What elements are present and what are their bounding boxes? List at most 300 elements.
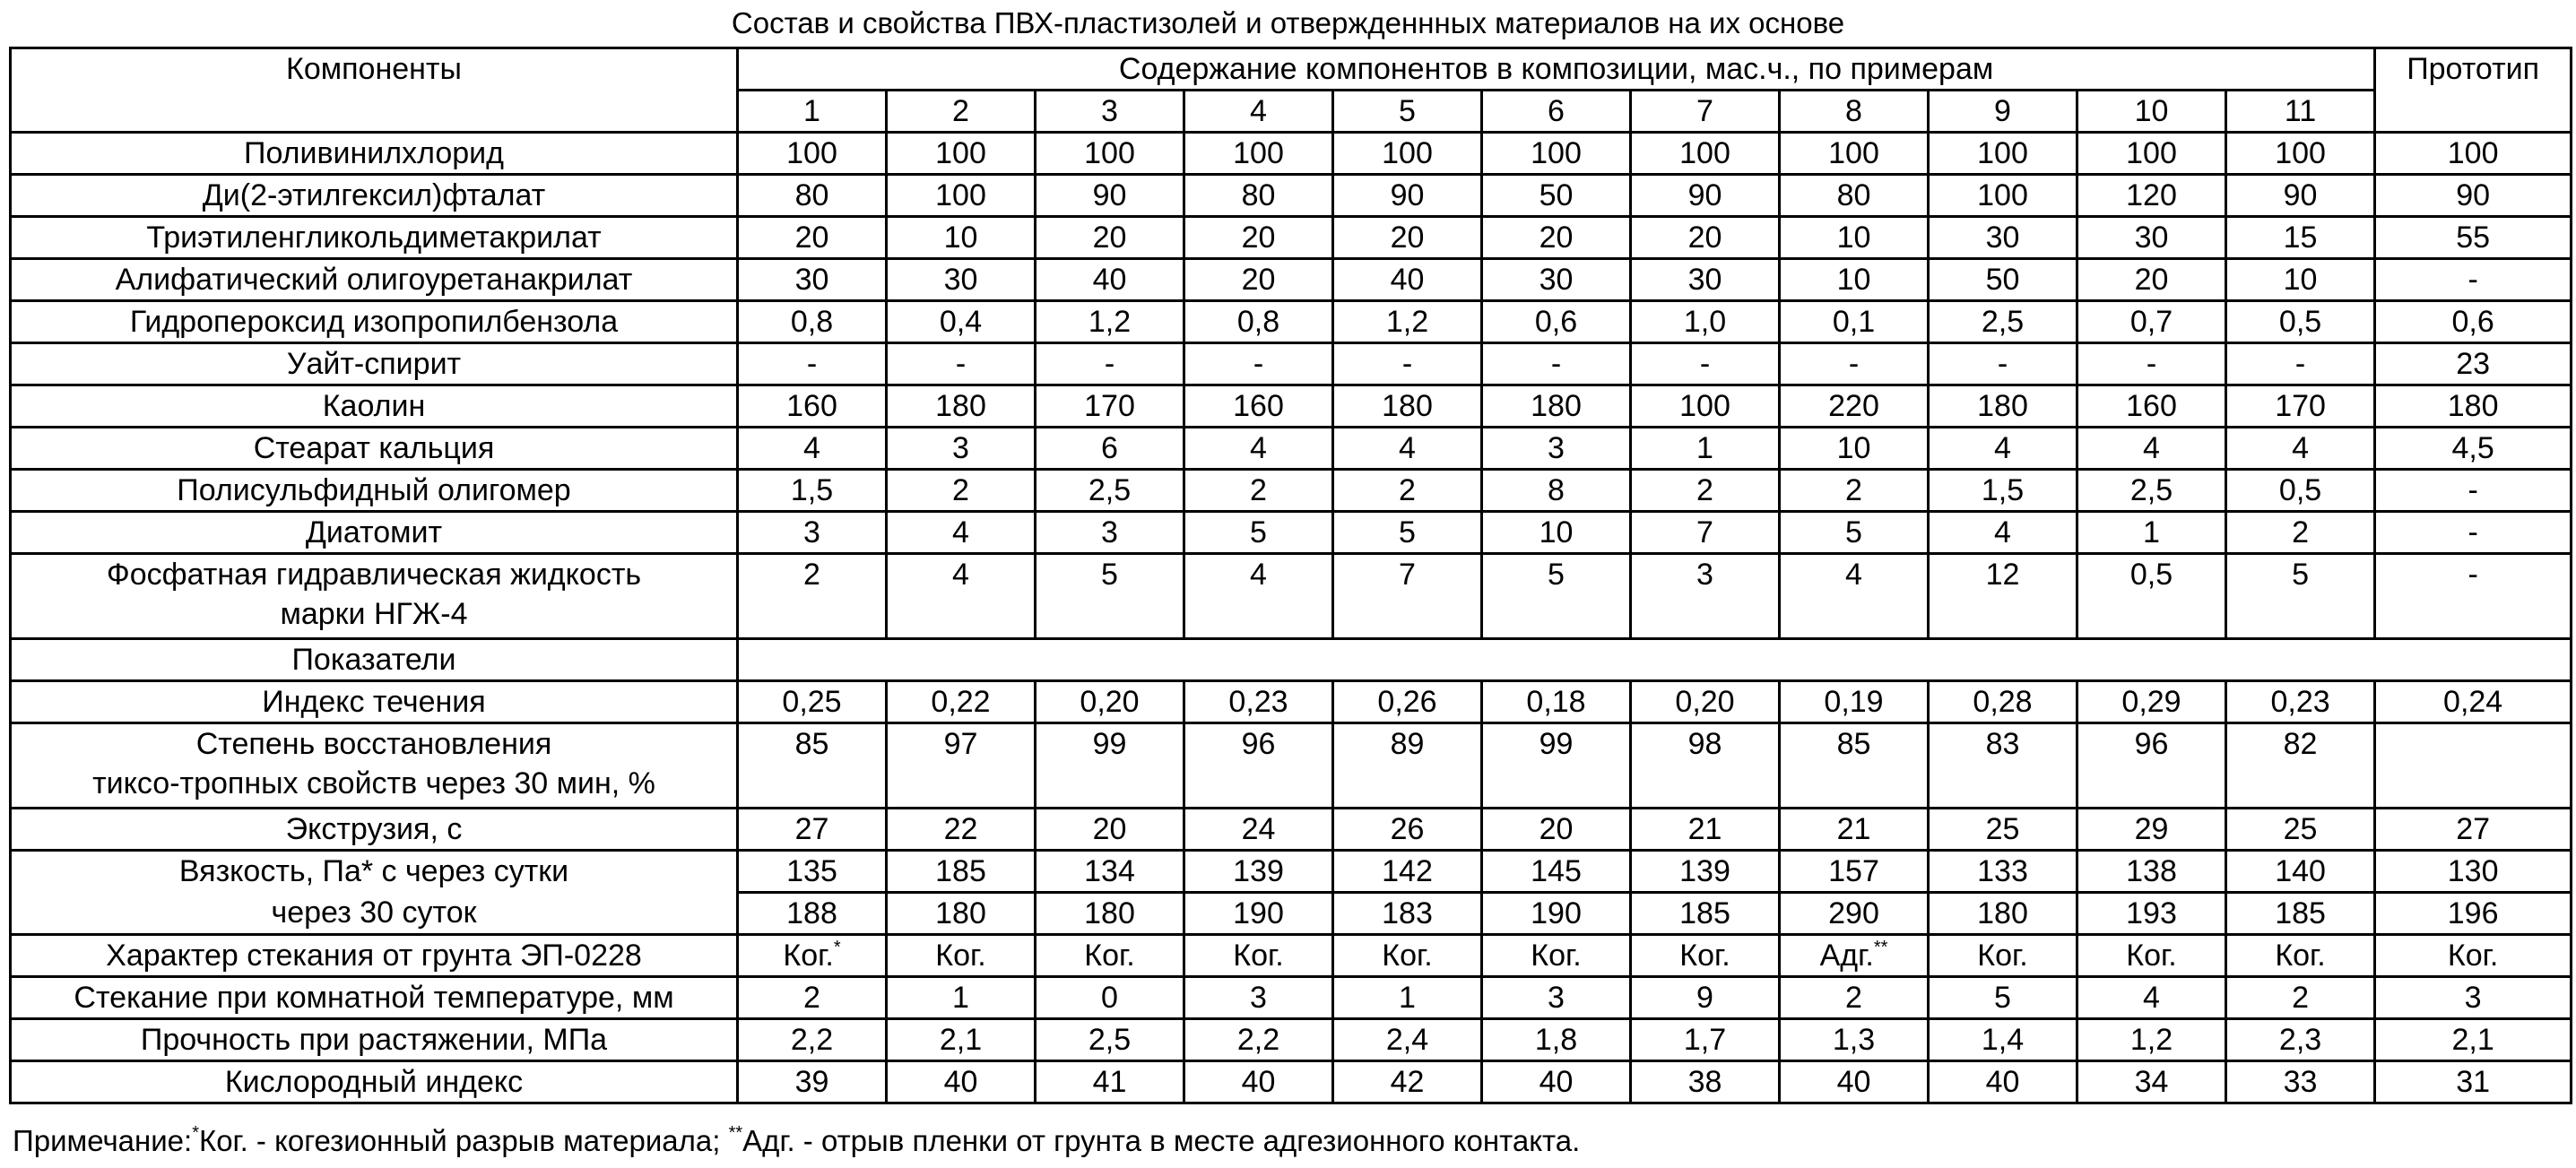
- row-label: Гидропероксид изопропилбензола: [11, 301, 738, 343]
- value-cell: 139: [1184, 851, 1333, 893]
- value-cell: 99: [1482, 723, 1631, 809]
- value-cell: 190: [1482, 893, 1631, 935]
- value-cell: 34: [2077, 1061, 2226, 1103]
- row-label: Прочность при растяжении, МПа: [11, 1019, 738, 1061]
- value-cell: 170: [1036, 385, 1184, 428]
- value-cell: 0,22: [887, 681, 1036, 723]
- value-text: Ког.: [2275, 939, 2326, 973]
- indicators-label: Показатели: [11, 639, 738, 681]
- value-cell: 220: [1780, 385, 1929, 428]
- value-cell: 100: [1482, 133, 1631, 175]
- value-cell: 3: [1184, 977, 1333, 1019]
- composition-table: [9, 47, 2572, 1104]
- value-cell: 21: [1631, 809, 1780, 851]
- value-cell: 10: [2226, 259, 2375, 301]
- value-cell: 2,3: [2226, 1019, 2375, 1061]
- row-label: Характер стекания от грунта ЭП-0228: [11, 935, 738, 977]
- value-text: Ког.: [1084, 939, 1135, 973]
- value-cell: 2,5: [1036, 1019, 1184, 1061]
- value-cell: 2: [1333, 470, 1482, 512]
- indicator-row: [11, 1061, 2572, 1103]
- row-label: Алифатический олигоуретанакрилат: [11, 259, 738, 301]
- value-cell: 80: [1184, 175, 1333, 217]
- value-cell: 30: [887, 259, 1036, 301]
- value-cell: 40: [887, 1061, 1036, 1103]
- value-text: Ког.: [1233, 939, 1284, 973]
- value-cell: 29: [2077, 809, 2226, 851]
- value-cell: 0,5: [2226, 470, 2375, 512]
- value-cell: 5: [1333, 512, 1482, 554]
- value-cell: 3: [1482, 977, 1631, 1019]
- value-cell: 160: [2077, 385, 2226, 428]
- value-cell: 9: [1631, 977, 1780, 1019]
- value-cell: 4: [738, 428, 887, 470]
- value-cell: 1,5: [738, 470, 887, 512]
- value-text: Ког.: [783, 939, 834, 973]
- indicator-row: [11, 851, 2572, 893]
- value-cell: 1: [1631, 428, 1780, 470]
- value-cell: 30: [2077, 217, 2226, 259]
- value-cell: -: [2077, 343, 2226, 385]
- value-cell: 100: [1929, 175, 2077, 217]
- footnote: [13, 1123, 1580, 1159]
- component-row: [11, 554, 2572, 639]
- value-cell: 5: [1482, 554, 1631, 639]
- value-cell: 160: [738, 385, 887, 428]
- value-cell: 0,23: [1184, 681, 1333, 723]
- prototype-value: 0,6: [2375, 301, 2572, 343]
- value-cell: 1: [2077, 512, 2226, 554]
- value-cell: 90: [2226, 175, 2375, 217]
- value-cell: 1,8: [1482, 1019, 1631, 1061]
- value-cell: 27: [738, 809, 887, 851]
- value-cell: 170: [2226, 385, 2375, 428]
- value-cell: 0,26: [1333, 681, 1482, 723]
- value-cell: 99: [1036, 723, 1184, 809]
- value-text: Ког.: [935, 939, 986, 973]
- value-cell: -: [1333, 343, 1482, 385]
- value-cell: 5: [1036, 554, 1184, 639]
- value-cell: 3: [1631, 554, 1780, 639]
- value-cell: -: [1482, 343, 1631, 385]
- value-cell: 190: [1184, 893, 1333, 935]
- value-cell: 100: [887, 133, 1036, 175]
- value-cell: 185: [2226, 893, 2375, 935]
- row-label: [11, 554, 738, 639]
- value-cell: 100: [2077, 133, 2226, 175]
- row-label: Экструзия, с: [11, 809, 738, 851]
- value-cell: [1333, 935, 1482, 977]
- value-cell: 4: [1333, 428, 1482, 470]
- value-cell: 33: [2226, 1061, 2375, 1103]
- prototype-value: -: [2375, 259, 2572, 301]
- value-cell: 85: [738, 723, 887, 809]
- note-mark-1: *: [192, 1123, 199, 1143]
- value-cell: 30: [738, 259, 887, 301]
- value-cell: -: [738, 343, 887, 385]
- value-cell: 5: [1184, 512, 1333, 554]
- example-number: 10: [2077, 91, 2226, 133]
- example-number: 9: [1929, 91, 2077, 133]
- value-cell: 100: [738, 133, 887, 175]
- value-cell: 2: [738, 977, 887, 1019]
- value-cell: 30: [1631, 259, 1780, 301]
- prototype-value: 27: [2375, 809, 2572, 851]
- table-caption: Состав и свойства ПВХ-пластизолей и отвержденнных материалов на их основе: [731, 6, 1845, 39]
- row-label: Стеарат кальция: [11, 428, 738, 470]
- value-cell: 38: [1631, 1061, 1780, 1103]
- example-number: 11: [2226, 91, 2375, 133]
- row-label-line: марки НГЖ-4: [280, 597, 468, 631]
- value-cell: 5: [1929, 977, 2077, 1019]
- value-cell: 4: [2077, 977, 2226, 1019]
- indicator-row: [11, 935, 2572, 977]
- value-cell: 2,1: [887, 1019, 1036, 1061]
- value-cell: -: [887, 343, 1036, 385]
- value-cell: 2: [1780, 977, 1929, 1019]
- value-cell: 4: [1929, 512, 2077, 554]
- value-cell: 180: [887, 893, 1036, 935]
- value-cell: 2,2: [1184, 1019, 1333, 1061]
- value-cell: 97: [887, 723, 1036, 809]
- note-prefix: Примечание:: [13, 1124, 193, 1157]
- value-cell: 10: [1780, 259, 1929, 301]
- value-cell: 2: [2226, 977, 2375, 1019]
- value-cell: 193: [2077, 893, 2226, 935]
- value-cell: [887, 935, 1036, 977]
- footnote-mark: *: [833, 938, 841, 957]
- row-label: Кислородный индекс: [11, 1061, 738, 1103]
- prototype-value: 3: [2375, 977, 2572, 1019]
- row-label: Стекание при комнатной температуре, мм: [11, 977, 738, 1019]
- value-text: Ког.: [1977, 939, 2028, 973]
- value-cell: 100: [1184, 133, 1333, 175]
- value-cell: 83: [1929, 723, 2077, 809]
- value-text: Ког.: [1679, 939, 1730, 973]
- component-row: [11, 217, 2572, 259]
- indicator-row: [11, 681, 2572, 723]
- value-cell: [1929, 935, 2077, 977]
- value-cell: 100: [1631, 133, 1780, 175]
- prototype-value: 196: [2375, 893, 2572, 935]
- value-cell: 10: [1780, 428, 1929, 470]
- value-cell: 157: [1780, 851, 1929, 893]
- component-row: [11, 175, 2572, 217]
- value-cell: 4: [2226, 428, 2375, 470]
- value-cell: -: [1631, 343, 1780, 385]
- value-cell: 0,23: [2226, 681, 2375, 723]
- value-cell: 2: [2226, 512, 2375, 554]
- prototype-value: 90: [2375, 175, 2572, 217]
- value-cell: 139: [1631, 851, 1780, 893]
- value-cell: [1036, 935, 1184, 977]
- value-cell: 0,5: [2226, 301, 2375, 343]
- value-text: Ког.: [2447, 939, 2499, 973]
- value-cell: 20: [738, 217, 887, 259]
- value-cell: -: [2226, 343, 2375, 385]
- value-cell: [738, 935, 887, 977]
- value-cell: 138: [2077, 851, 2226, 893]
- indicator-row: [11, 977, 2572, 1019]
- value-cell: 2,5: [1036, 470, 1184, 512]
- value-cell: 1,5: [1929, 470, 2077, 512]
- prototype-value: -: [2375, 512, 2572, 554]
- value-cell: 2: [1780, 470, 1929, 512]
- value-cell: 140: [2226, 851, 2375, 893]
- value-cell: -: [1036, 343, 1184, 385]
- value-cell: 20: [2077, 259, 2226, 301]
- value-cell: 100: [2226, 133, 2375, 175]
- value-cell: 21: [1780, 809, 1929, 851]
- component-row: [11, 512, 2572, 554]
- value-cell: [1631, 935, 1780, 977]
- row-label-line: тиксо-тропных свойств через 30 мин, %: [92, 766, 655, 800]
- value-cell: 40: [1333, 259, 1482, 301]
- value-cell: 100: [1780, 133, 1929, 175]
- value-cell: 180: [887, 385, 1036, 428]
- indicators-section-row: [11, 639, 2572, 681]
- value-cell: 180: [1929, 385, 2077, 428]
- component-row: [11, 133, 2572, 175]
- value-cell: 82: [2226, 723, 2375, 809]
- example-number: 3: [1036, 91, 1184, 133]
- value-cell: 160: [1184, 385, 1333, 428]
- value-cell: 188: [738, 893, 887, 935]
- value-cell: 2,5: [1929, 301, 2077, 343]
- value-cell: 42: [1333, 1061, 1482, 1103]
- prototype-value: 100: [2375, 133, 2572, 175]
- indicator-row: [11, 809, 2572, 851]
- value-cell: 89: [1333, 723, 1482, 809]
- value-cell: 0,7: [2077, 301, 2226, 343]
- component-row: [11, 428, 2572, 470]
- value-cell: 0,29: [2077, 681, 2226, 723]
- value-cell: -: [1929, 343, 2077, 385]
- value-cell: [2226, 935, 2375, 977]
- component-row: [11, 385, 2572, 428]
- value-cell: 185: [1631, 893, 1780, 935]
- value-cell: 40: [1780, 1061, 1929, 1103]
- value-cell: 80: [1780, 175, 1929, 217]
- prototype-value: 4,5: [2375, 428, 2572, 470]
- value-cell: 20: [1184, 259, 1333, 301]
- row-label: [11, 723, 738, 809]
- component-row: [11, 470, 2572, 512]
- prototype-value: 130: [2375, 851, 2572, 893]
- example-number: 2: [887, 91, 1036, 133]
- value-cell: 4: [887, 554, 1036, 639]
- value-cell: 0,19: [1780, 681, 1929, 723]
- value-cell: 0,8: [1184, 301, 1333, 343]
- prototype-value: 23: [2375, 343, 2572, 385]
- value-cell: 0,1: [1780, 301, 1929, 343]
- row-label: Диатомит: [11, 512, 738, 554]
- value-cell: 2: [738, 554, 887, 639]
- value-cell: 22: [887, 809, 1036, 851]
- value-cell: 10: [1780, 217, 1929, 259]
- indicator-row: [11, 723, 2572, 809]
- value-cell: 5: [1780, 512, 1929, 554]
- value-cell: 25: [2226, 809, 2375, 851]
- value-cell: 3: [1036, 512, 1184, 554]
- value-cell: 1,7: [1631, 1019, 1780, 1061]
- value-text: Ког.: [1382, 939, 1433, 973]
- value-cell: 4: [887, 512, 1036, 554]
- prototype-value: -: [2375, 470, 2572, 512]
- value-cell: 0,8: [738, 301, 887, 343]
- prototype-value: 55: [2375, 217, 2572, 259]
- value-cell: 90: [1333, 175, 1482, 217]
- example-number: 7: [1631, 91, 1780, 133]
- value-text: Адг.: [1819, 939, 1874, 973]
- value-cell: 133: [1929, 851, 2077, 893]
- value-cell: 0: [1036, 977, 1184, 1019]
- value-cell: 4: [1929, 428, 2077, 470]
- footnote-mark: **: [1873, 938, 1888, 957]
- value-cell: 40: [1184, 1061, 1333, 1103]
- value-cell: [2077, 935, 2226, 977]
- indicators-blank: [738, 639, 2572, 681]
- value-cell: 39: [738, 1061, 887, 1103]
- example-number: 5: [1333, 91, 1482, 133]
- example-number: 8: [1780, 91, 1929, 133]
- component-row: [11, 343, 2572, 385]
- value-cell: 90: [1631, 175, 1780, 217]
- prototype-value: 31: [2375, 1061, 2572, 1103]
- value-cell: 2: [1631, 470, 1780, 512]
- row-label: Триэтиленгликольдиметакрилат: [11, 217, 738, 259]
- value-cell: 0,18: [1482, 681, 1631, 723]
- value-cell: 290: [1780, 893, 1929, 935]
- content-header: Содержание компонентов в композиции, мас.ч., по примерам: [738, 48, 2375, 91]
- value-cell: 20: [1036, 217, 1184, 259]
- value-cell: 0,4: [887, 301, 1036, 343]
- value-cell: 40: [1036, 259, 1184, 301]
- value-cell: 15: [2226, 217, 2375, 259]
- value-cell: 50: [1929, 259, 2077, 301]
- example-number: 6: [1482, 91, 1631, 133]
- row-label: Индекс течения: [11, 681, 738, 723]
- value-cell: 180: [1333, 385, 1482, 428]
- value-cell: 10: [887, 217, 1036, 259]
- value-cell: 0,25: [738, 681, 887, 723]
- prototype-value: [2375, 935, 2572, 977]
- value-cell: 120: [2077, 175, 2226, 217]
- component-row: [11, 259, 2572, 301]
- value-cell: 185: [887, 851, 1036, 893]
- value-cell: 3: [1482, 428, 1631, 470]
- value-cell: [1184, 935, 1333, 977]
- value-cell: 7: [1333, 554, 1482, 639]
- value-cell: 0,5: [2077, 554, 2226, 639]
- value-cell: 80: [738, 175, 887, 217]
- row-label: Уайт-спирит: [11, 343, 738, 385]
- value-cell: 100: [1333, 133, 1482, 175]
- value-cell: 0,6: [1482, 301, 1631, 343]
- value-cell: 3: [738, 512, 887, 554]
- value-cell: 4: [1780, 554, 1929, 639]
- indicator-row: [11, 1019, 2572, 1061]
- value-cell: 4: [1184, 554, 1333, 639]
- value-cell: 24: [1184, 809, 1333, 851]
- row-label: Полисульфидный олигомер: [11, 470, 738, 512]
- example-number: 4: [1184, 91, 1333, 133]
- value-cell: 41: [1036, 1061, 1184, 1103]
- value-cell: [1780, 935, 1929, 977]
- row-label: Каолин: [11, 385, 738, 428]
- value-cell: 90: [1036, 175, 1184, 217]
- row-label-line: Степень восстановления: [195, 727, 552, 761]
- example-number: 1: [738, 91, 887, 133]
- row-label: Поливинилхлорид: [11, 133, 738, 175]
- value-cell: 2,5: [2077, 470, 2226, 512]
- value-cell: 1,0: [1631, 301, 1780, 343]
- value-cell: 3: [887, 428, 1036, 470]
- value-cell: -: [1184, 343, 1333, 385]
- value-cell: 145: [1482, 851, 1631, 893]
- note-text-2: Адг. - отрыв пленки от грунта в месте адгезионного контакта.: [742, 1124, 1581, 1157]
- value-cell: 1,2: [1333, 301, 1482, 343]
- value-text: Ког.: [1531, 939, 1582, 973]
- value-cell: 2,4: [1333, 1019, 1482, 1061]
- value-cell: 96: [1184, 723, 1333, 809]
- value-cell: 25: [1929, 809, 2077, 851]
- note-text-1: Ког. - когезионный разрыв материала;: [198, 1124, 729, 1157]
- value-cell: 20: [1631, 217, 1780, 259]
- value-cell: 1: [887, 977, 1036, 1019]
- value-cell: 98: [1631, 723, 1780, 809]
- components-header: Компоненты: [11, 48, 738, 133]
- value-cell: 1,3: [1780, 1019, 1929, 1061]
- value-cell: 2,2: [738, 1019, 887, 1061]
- value-cell: 0,20: [1631, 681, 1780, 723]
- prototype-value: [2375, 723, 2572, 809]
- value-cell: 10: [1482, 512, 1631, 554]
- prototype-value: 180: [2375, 385, 2572, 428]
- value-cell: 100: [1631, 385, 1780, 428]
- prototype-value: -: [2375, 554, 2572, 639]
- value-cell: 100: [1929, 133, 2077, 175]
- value-cell: 180: [1482, 385, 1631, 428]
- value-cell: 50: [1482, 175, 1631, 217]
- header-row: [11, 48, 2572, 91]
- value-cell: 26: [1333, 809, 1482, 851]
- value-cell: 30: [1929, 217, 2077, 259]
- prototype-value: 2,1: [2375, 1019, 2572, 1061]
- value-cell: 12: [1929, 554, 2077, 639]
- value-cell: 40: [1482, 1061, 1631, 1103]
- value-cell: 40: [1929, 1061, 2077, 1103]
- component-row: [11, 301, 2572, 343]
- value-cell: [1482, 935, 1631, 977]
- value-cell: 2: [1184, 470, 1333, 512]
- value-cell: 1: [1333, 977, 1482, 1019]
- value-text: Ког.: [2126, 939, 2177, 973]
- value-cell: 1,4: [1929, 1019, 2077, 1061]
- indicator-row: [11, 893, 2572, 935]
- value-cell: 6: [1036, 428, 1184, 470]
- value-cell: 0,28: [1929, 681, 2077, 723]
- value-cell: 180: [1036, 893, 1184, 935]
- value-cell: 1,2: [2077, 1019, 2226, 1061]
- value-cell: -: [1780, 343, 1929, 385]
- value-cell: 0,20: [1036, 681, 1184, 723]
- row-label: Ди(2-этилгексил)фталат: [11, 175, 738, 217]
- row-label: через 30 суток: [11, 893, 738, 935]
- value-cell: 2: [887, 470, 1036, 512]
- value-cell: 30: [1482, 259, 1631, 301]
- value-cell: 4: [1184, 428, 1333, 470]
